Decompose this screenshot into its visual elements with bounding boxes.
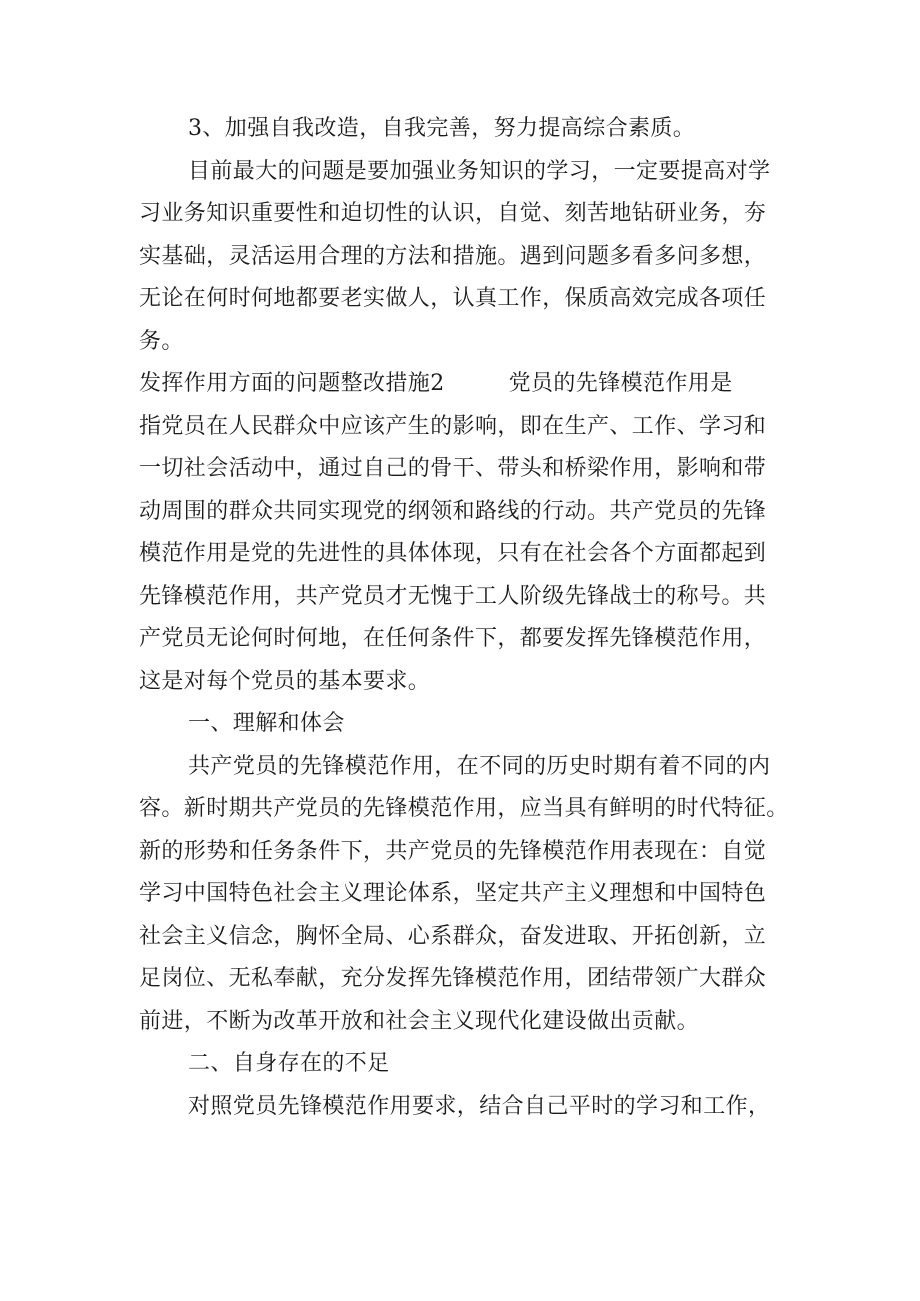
paragraph-line: 动周围的群众共同实现党的纲领和路线的行动。共产党员的先锋 — [139, 498, 767, 524]
paragraph-line: 一切社会活动中，通过自己的骨干、带头和桥梁作用，影响和带 — [139, 456, 767, 481]
subheading: 二、自身存在的不足 — [188, 1051, 390, 1076]
paragraph-line: 足岗位、无私奉献，充分发挥先锋模范作用，团结带领广大群众 — [139, 966, 767, 991]
paragraph-line: 务。 — [139, 328, 184, 354]
paragraph-line: 共产党员的先锋模范作用，在不同的历史时期有着不同的内 — [188, 753, 771, 779]
paragraph-line: 模范作用是党的先进性的具体体现，只有在社会各个方面都起到 — [139, 541, 767, 566]
paragraph-line: 无论在何时何地都要老实做人，认真工作，保质高效完成各项任 — [139, 286, 767, 311]
subheading: 一、理解和体会 — [188, 711, 345, 736]
section-title: 发挥作用方面的问题整改措施2 — [139, 371, 445, 396]
paragraph-line: 这是对每个党员的基本要求。 — [139, 668, 431, 694]
paragraph-line: 对照党员先锋模范作用要求，结合自己平时的学习和工作， — [188, 1093, 771, 1119]
paragraph-line: 社会主义信念，胸怀全局、心系群众，奋发进取、开拓创新，立 — [139, 923, 767, 949]
paragraph-line: 容。新时期共产党员的先锋模范作用，应当具有鲜明的时代特征。 — [139, 796, 789, 821]
paragraph-line: 习业务知识重要性和迫切性的认识，自觉、刻苦地钻研业务，夯 — [139, 201, 767, 226]
heading-gap — [445, 363, 509, 406]
paragraph-line: 新的形势和任务条件下，共产党员的先锋模范作用表现在：自觉 — [139, 838, 767, 864]
paragraph-line: 学习中国特色社会主义理论体系，坚定共产主义理想和中国特色 — [139, 881, 767, 906]
paragraph-line: 目前最大的问题是要加强业务知识的学习，一定要提高对学 — [188, 158, 771, 184]
section-continuation: 党员的先锋模范作用是 — [508, 371, 733, 396]
section-heading — [139, 363, 799, 406]
paragraph-line: 实基础，灵活运用合理的方法和措施。遇到问题多看多问多想， — [139, 243, 767, 269]
paragraph-line: 指党员在人民群众中应该产生的影响，即在生产、工作、学习和 — [139, 413, 767, 439]
paragraph-line: 先锋模范作用，共产党员才无愧于工人阶级先锋战士的称号。共 — [139, 583, 767, 609]
paragraph-line: 前进，不断为改革开放和社会主义现代化建设做出贡献。 — [139, 1008, 700, 1034]
paragraph-line: 3、加强自我改造，自我完善，努力提高综合素质。 — [188, 116, 696, 141]
document-body — [139, 108, 799, 1128]
paragraph-line: 产党员无论何时何地，在任何条件下，都要发挥先锋模范作用， — [139, 626, 767, 651]
